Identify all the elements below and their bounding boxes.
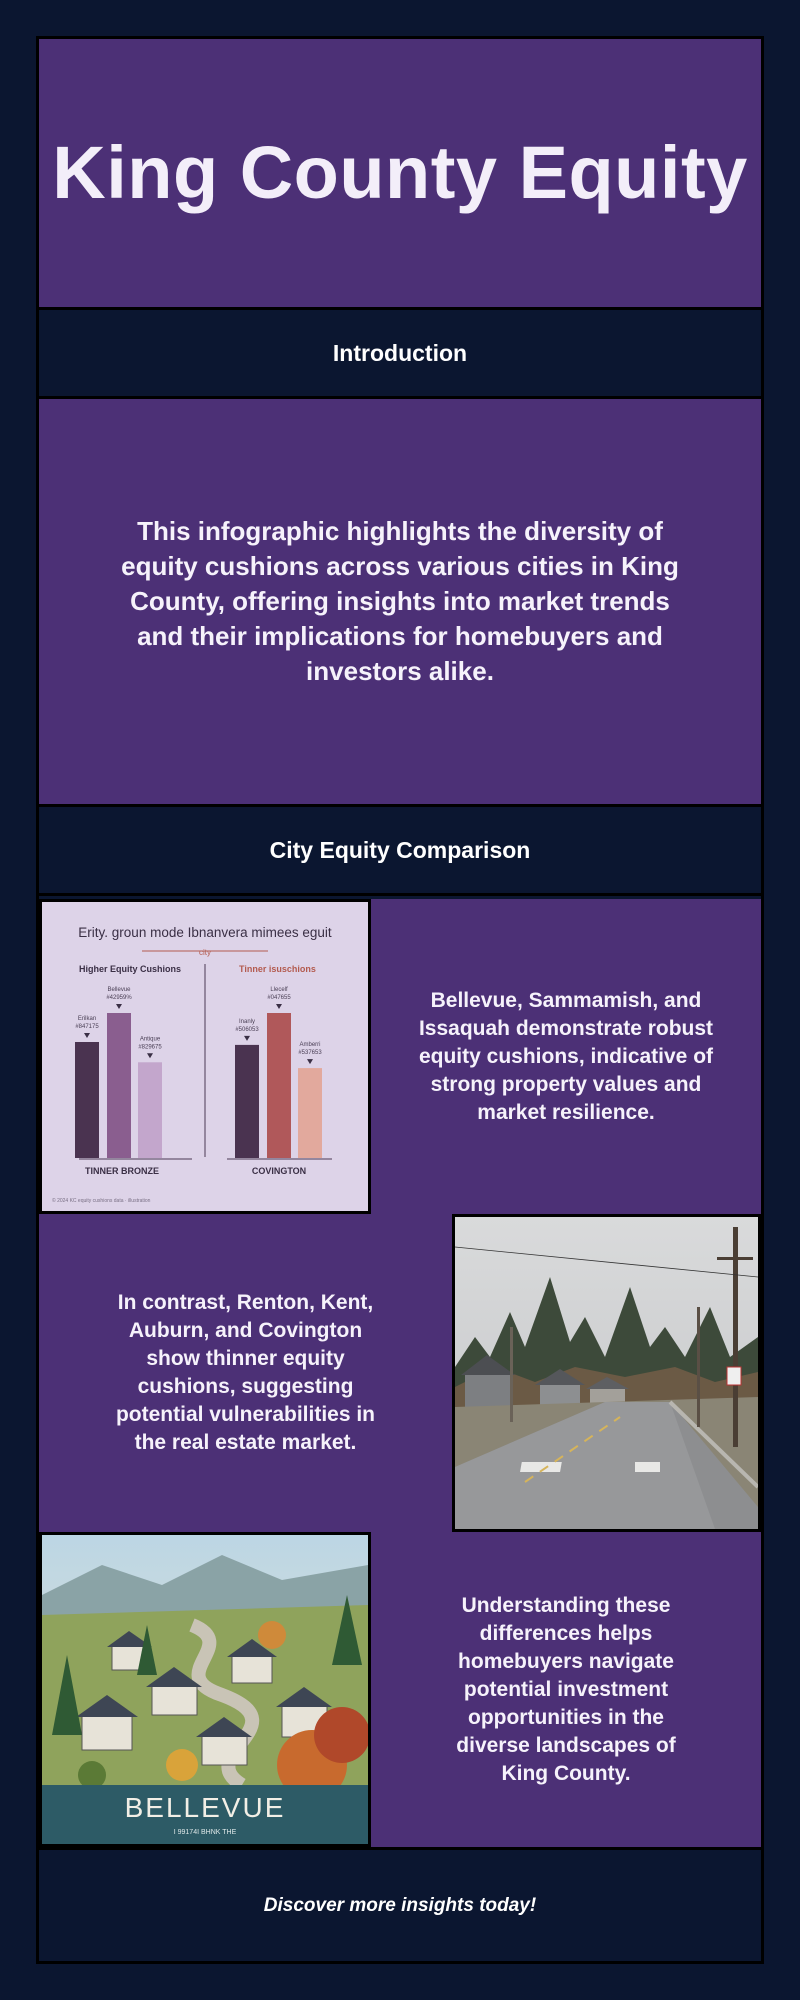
street-photo-illustration [455,1217,758,1529]
chart-image-bar-name: Inanly [238,1018,256,1025]
bellevue-card [371,899,761,1214]
left-group-heading: Higher Equity Cushions [79,964,182,974]
bellevue-card-text: Bellevue, Sammamish, and Issaquah demonstrate robust equity cushions, indicative of strong property values and market resilience. [418,988,714,1124]
introduction-heading: Introduction [332,339,468,366]
introduction-text: This infographic highlights the diversity of equity cushions across various cities in King County, offering insights into market trends and their implications for homebuyers and investors alike. [121,516,679,686]
left-bottom-label: TINNER BRONZE [85,1166,159,1176]
chart-image-bar [267,1013,291,1158]
chart-image-bar-code: #047655 [267,995,291,1001]
introduction-body [39,399,761,804]
bellevue-banner-title: BELLEVUE [124,1792,286,1823]
chart-image-bar-code: #829675 [138,1044,162,1051]
comparison-header [39,804,761,896]
chart-image-bar-name: Erilkan [77,1016,97,1022]
bellevue-illustration [39,1532,371,1847]
bellevue-neighborhood-art [42,1535,368,1844]
understanding-card-text: Understanding these differences helps homebuyers navigate potential investment opportunities in the diverse landscapes of King County. [456,1593,676,1785]
chart-image-bar [235,1045,259,1158]
renton-card [39,1214,452,1532]
chart-image-bar [298,1068,322,1158]
chart-image-bar [138,1062,162,1158]
right-group-heading: Tinner isuschions [239,964,316,974]
right-bottom-label: COVINGTON [251,1166,307,1176]
street-photo [452,1214,761,1532]
chart-image-title: Erity. groun mode Ibnanvera mimees eguit [78,925,332,940]
footer-cta: Discover more insights today! [263,1894,537,1916]
footer [39,1847,761,1961]
chart-image-subtitle: city [199,948,211,957]
understanding-card [371,1532,761,1847]
bellevue-banner-subtitle: I 99174I BHNK THE [173,1829,237,1836]
renton-card-text: In contrast, Renton, Kent, Auburn, and Covington show thinner equity cushions, suggesting potential vulnerabilities in the real estate market. [115,1291,376,1454]
chart-image-bar-name: Amberri [299,1042,321,1049]
chart-footnote: © 2024 KC equity cushions data · illustration [52,1198,151,1204]
chart-image-bar-code: #42959% [106,995,132,1001]
introduction-header [39,307,761,399]
chart-image-bar-code: #847175 [75,1024,99,1030]
chart-image-bar-code: #506053 [235,1026,259,1033]
page-title: King County Equity [52,131,748,214]
equity-chart-image [39,899,371,1214]
chart-image-bar-code: #537653 [298,1050,322,1057]
chart-image-bar-name: Bellevue [107,987,131,993]
chart-image-bar [75,1042,99,1158]
chart-image-bar-name: Llecelf [270,987,288,993]
title-panel [39,39,761,307]
chart-image-bar [107,1013,131,1158]
equity-chart-illustration [42,902,368,1211]
comparison-heading: City Equity Comparison [269,836,531,863]
infographic-frame [36,36,764,1964]
chart-image-bar-name: Antique [139,1036,161,1043]
